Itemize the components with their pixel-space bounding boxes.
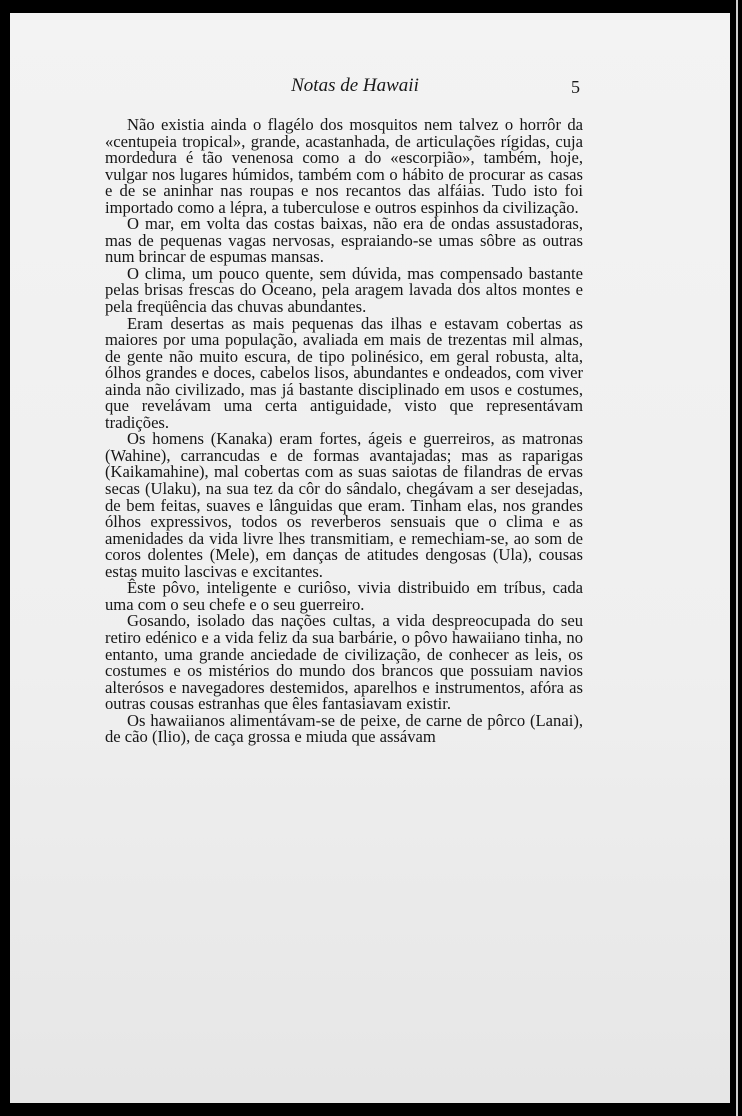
paragraph: Gosando, isolado das nações cultas, a vida despreocupada do seu retiro edénico e a vida feliz da sua barbárie, o pôvo hawaiiano tinha, no entanto, uma grande anciedade de civilização, de conhecer as leis, os costumes e os mistérios do mundo dos brancos que possuiam navios alterósos e navegadores destemidos, aparelhos e instrumentos, afóra as outras cousas estranhas que êles fantasiavam existir. [105,611,583,714]
paragraph: Os homens (Kanaka) eram fortes, ágeis e guerreiros, as matronas (Wahine), carrancudas e de formas avantajadas; mas as raparigas (Kaikamahine), mal cobertas com as suas saiotas de filandras de ervas secas (Ulaku), na sua tez da côr do sândalo, chegávam a ser desejadas, de bem feitas, suaves e lânguidas que eram. Tinham elas, nos grandes ólhos expressivos, todos os reverberos sensuais que o clima e as amenidades da vida livre lhes transmitiam, e remechiam-se, ao som de coros dolentes (Mele), em danças de atitudes dengosas (Ula), cousas estas muito lascivas e excitantes. [105,429,583,581]
running-title: Notas de Hawaii [291,75,419,96]
paragraph: Não existia ainda o flagélo dos mosquitos nem talvez o horrôr da «centupeia tropical», grande, acastanhada, de articulações rígidas, cuja mordedura é tão venenosa como a do «escorpião», também, hoje, vulgar nos lugares húmidos, também com o hábito de procurar as casas e de se aninhar nas roupas e nos recantos das alfáias. Tudo isto foi importado como a lépra, a tuberculose e outros espinhos da civilização. [105,115,583,217]
paragraph: Os hawaiianos alimentávam-se de peixe, de carne de pôrco (Lanai), de cão (Ilio), de caça grossa e miuda que assávam [105,710,583,747]
scan-frame-edge [736,0,738,1116]
book-page [10,13,730,1103]
paragraph: O clima, um pouco quente, sem dúvida, mas compensado bastante pelas brisas frescas do Oceano, pela aragem lavada dos altos montes e pela freqüência das chuvas abundantes. [105,263,583,317]
page-number: 5 [571,77,580,97]
running-head [10,75,730,99]
paragraph: O mar, em volta das costas baixas, não era de ondas assustadoras, mas de pequenas vagas nervosas, espraiando-se umas sôbre as outras num brincar de espumas mansas. [105,214,583,267]
paragraph: Eram desertas as mais pequenas das ilhas e estavam cobertas as maiores por uma população, avaliada em mais de trezentas mil almas, de gente não muito escura, de tipo polinésico, em geral robusta, alta, ólhos grandes e doces, cabelos lisos, abundantes e ondeados, com viver ainda não civilizado, mas já bastante disciplinado em usos e costumes, que revelávam uma certa antiguidade, visto que representávam tradições. [105,313,583,432]
paragraph: Êste pôvo, inteligente e curiôso, vivia distribuido em tríbus, cada uma com o seu chefe e o seu guerreiro. [105,578,583,614]
body-text [105,117,583,746]
